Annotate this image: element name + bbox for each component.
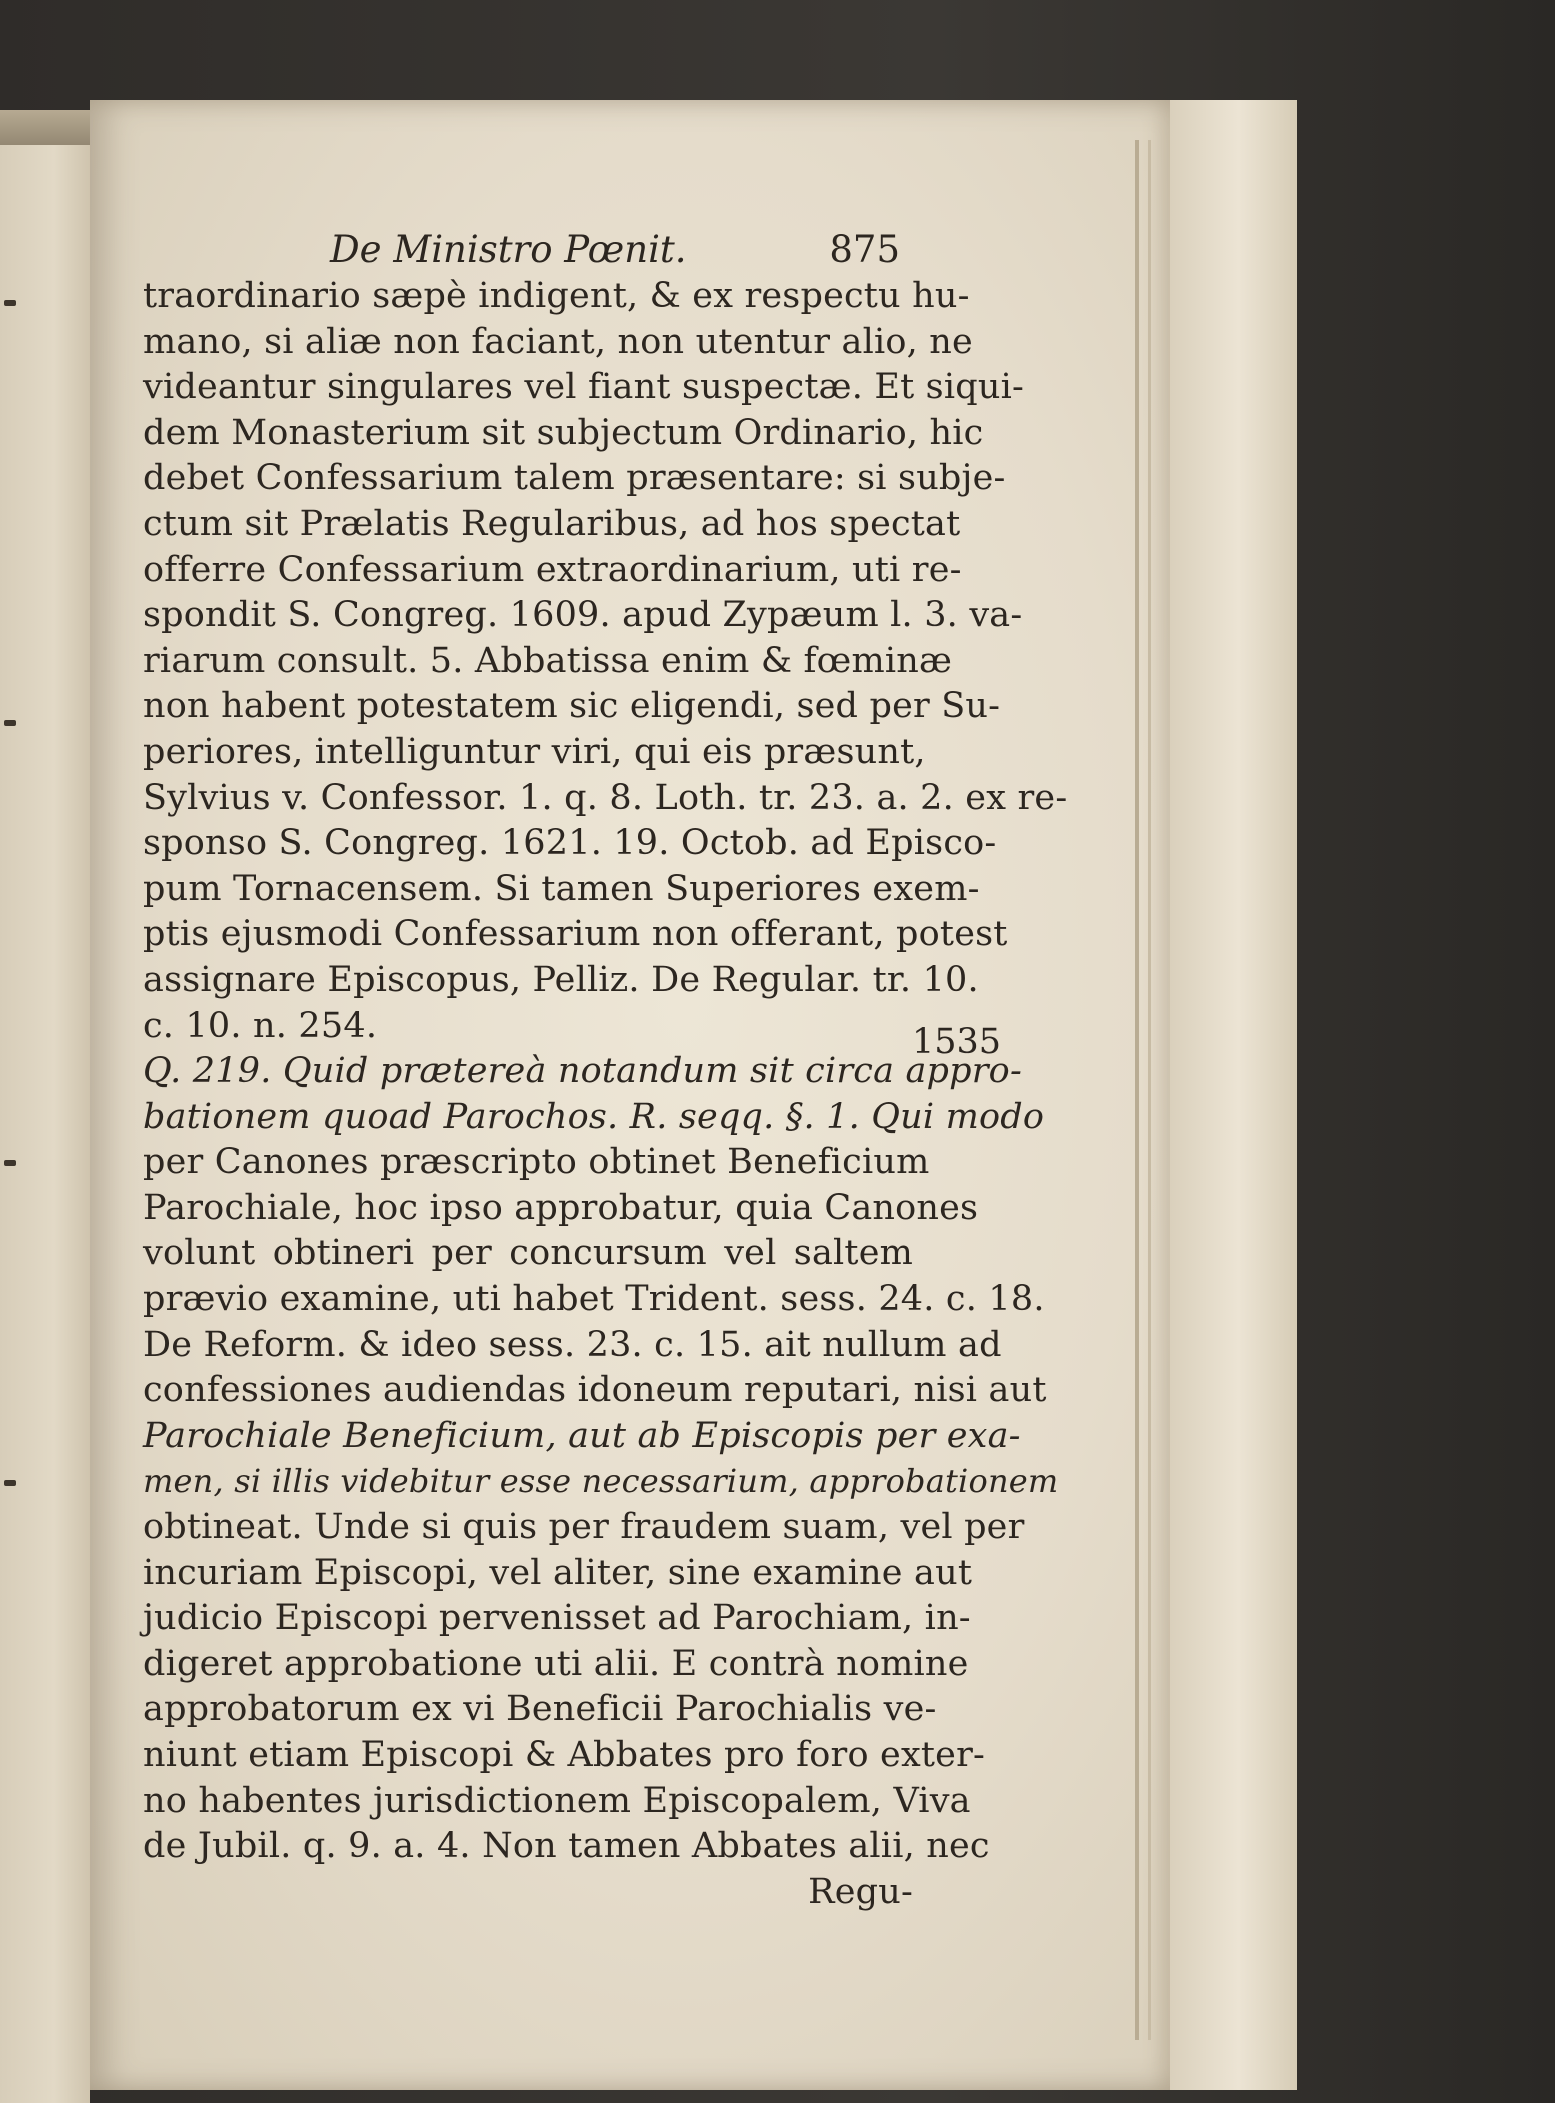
- text-line: prævio examine, uti habet Trident. sess. 24. c. 18.: [143, 1279, 1045, 1320]
- text-line: ptis ejusmodi Confessarium non offerant, potest: [143, 914, 1008, 955]
- text-line: c. 10. n. 254.: [143, 1005, 378, 1046]
- page-edge-line: [1135, 140, 1139, 2040]
- page-edge-line-2: [1148, 140, 1151, 2040]
- text-line: men, si illis videbitur esse necessarium, approbationem: [143, 1462, 1059, 1501]
- text-line: videantur singulares vel fiant suspectæ. Et siqui-: [143, 367, 1025, 408]
- running-title: De Ministro Pœnit.: [330, 228, 687, 271]
- text-line: no habentes jurisdictionem Episcopalem, Viva: [143, 1780, 971, 1821]
- text-line: ctum sit Prælatis Regularibus, ad hos spectat: [143, 503, 961, 544]
- text-line: volunt obtineri per concursum vel saltem: [143, 1233, 913, 1274]
- text-line: spondit S. Congreg. 1609. apud Zypæum l. 3. va-: [143, 595, 1023, 636]
- question-line: Q. 219. Quid prætereà notandum sit circa appro-: [143, 1051, 1022, 1092]
- text-line: per Canones præscripto obtinet Beneficium: [143, 1142, 930, 1183]
- text-line: confessiones audiendas idoneum reputari, nisi aut: [143, 1370, 1047, 1411]
- text-line: Parochiale Beneficium, aut ab Episcopis per exa-: [143, 1415, 1021, 1456]
- text-line: traordinario sæpè indigent, & ex respectu hu-: [143, 276, 970, 316]
- text-line: assignare Episcopus, Pelliz. De Regular. tr. 10.: [143, 959, 979, 1000]
- text-line: mano, si aliæ non faciant, non utentur alio, ne: [143, 321, 973, 362]
- catchword: Regu-: [808, 1871, 913, 1912]
- text-line: offerre Confessarium extraordinarium, uti re-: [143, 549, 962, 590]
- text-line: debet Confessarium talem præsentare: si subje-: [143, 458, 1006, 499]
- text-line: non habent potestatem sic eligendi, sed per Su-: [143, 686, 1001, 727]
- text-line: sponso S. Congreg. 1621. 19. Octob. ad Episco-: [143, 823, 997, 864]
- text-line: judicio Episcopi pervenisset ad Parochiam, in-: [143, 1598, 971, 1639]
- text-line: periores, intelliguntur viri, qui eis præsunt,: [143, 731, 926, 772]
- left-page-ink-marks: [4, 300, 18, 1800]
- text-line: Sylvius v. Confessor. 1. q. 8. Loth. tr. 23. a. 2. ex re-: [143, 777, 1068, 818]
- page-number: 875: [829, 228, 900, 271]
- text-line: Parochiale, hoc ipso approbatur, quia Canones: [143, 1187, 979, 1228]
- text-line: pum Tornacensem. Si tamen Superiores exem-: [143, 868, 980, 909]
- text-line: de Jubil. q. 9. a. 4. Non tamen Abbates alii, nec: [143, 1826, 990, 1867]
- text-line: approbatorum ex vi Beneficii Parochialis ve-: [143, 1689, 937, 1730]
- text-line: niunt etiam Episcopi & Abbates pro foro exter-: [143, 1735, 986, 1775]
- text-line: incuriam Episcopi, vel aliter, sine examine aut: [143, 1552, 973, 1593]
- book-cover-edge: [1165, 100, 1297, 2090]
- text-line: obtineat. Unde si quis per fraudem suam, vel per: [143, 1507, 1025, 1548]
- marginal-number: 1535: [912, 1022, 1002, 1062]
- text-line: dem Monasterium sit subjectum Ordinario, hic: [143, 412, 984, 453]
- text-line: De Reform. & ideo sess. 23. c. 15. ait nullum ad: [143, 1324, 1002, 1365]
- text-line: riarum consult. 5. Abbatissa enim & fœminæ: [143, 640, 953, 681]
- text-line: digeret approbatione uti alii. E contrà nomine: [143, 1643, 969, 1684]
- question-line: bationem quoad Parochos. R. seqq. §. 1. Qui modo: [143, 1096, 1045, 1137]
